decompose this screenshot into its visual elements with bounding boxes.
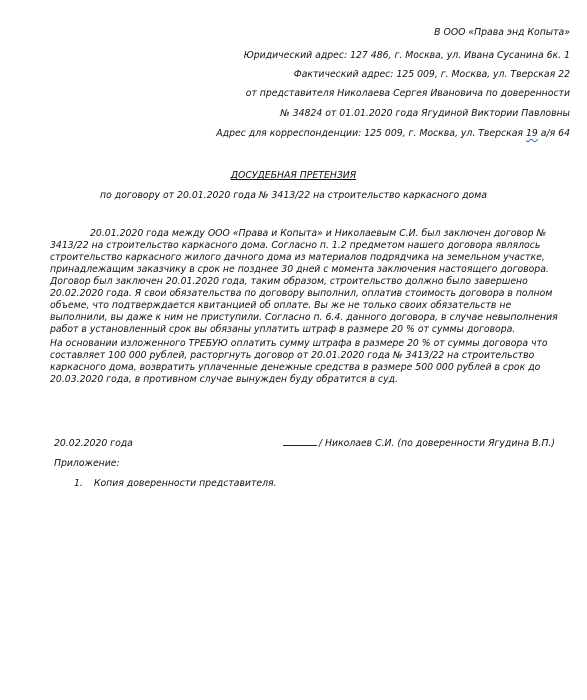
attachment-number: 1. xyxy=(74,478,83,489)
signature-blank xyxy=(283,436,317,446)
attachment-text: Копия доверенности представителя. xyxy=(93,478,277,489)
correspondence-house: 19 xyxy=(525,128,538,139)
correspondence-prefix: Адрес для корреспонденции: 125 009, г. Москва, ул. Тверская xyxy=(216,128,526,139)
sender-line: от представителя Николаева Сергея Ивановича по доверенности xyxy=(245,88,570,99)
document-title xyxy=(0,170,587,182)
document-subtitle: по договору от 20.01.2020 года № 3413/22 на строительство каркасного дома xyxy=(100,190,487,201)
attachments-label: Приложение: xyxy=(54,458,120,469)
signature-date: 20.02.2020 года xyxy=(54,438,133,449)
attachment-item xyxy=(74,478,277,490)
correspondence-suffix: а/я 64 xyxy=(537,128,570,139)
recipient-line: В ООО «Права энд Копыта» xyxy=(434,27,570,38)
correspondence-address xyxy=(216,128,570,140)
legal-address: Юридический адрес: 127 486, г. Москва, ул. Ивана Сусанина 6к. 1 xyxy=(243,50,570,61)
document-title-text: ДОСУДЕБНАЯ ПРЕТЕНЗИЯ xyxy=(230,170,357,181)
signature-signer: / Николаев С.И. (по доверенности Ягудина В.П.) xyxy=(318,438,556,449)
power-of-attorney-line: № 34824 от 01.01.2020 года Ягудиной Виктории Павловны xyxy=(280,108,570,119)
claim-paragraph-2: На основании изложенного ТРЕБУЮ оплатить сумму штрафа в размере 20 % от суммы договора что составляет 100 000 рублей, расторгнуть договор от 20.01.2020 года № 3413/22 на строительство каркасного дома, возвратить уплаченные денежные средства в размере 500 000 рублей в срок до 20.03.2020 года, в противном случае вынужден буду обратится в суд. xyxy=(50,338,548,385)
actual-address: Фактический адрес: 125 009, г. Москва, ул. Тверская 22 xyxy=(293,69,570,80)
claim-paragraph-1: 20.01.2020 года между ООО «Права и Копыта» и Николаевым С.И. был заключен договор № 3413/22 на строительство каркасного дома. Согласно п. 1.2 предметом нашего договора являлось строительство каркасного жилого дачного дома из материалов подрядчика на земельном участке, принадлежащим заказчику в срок не позднее 30 дней с момента заключения настоящего договора. Договор был заключен 20.01.2020 года, таким образом, строительство должно было завершено 20.02.2020 года. Я свои обязательства по договору выполнил, оплатив стоимость договора в полном объеме, что подтверждается квитанцией об оплате. Вы же не только своих обязательств не выполнили, вы даже к ним не приступили. Согласно п. 6.4. данного договора, в случае невыполнения работ в установленный срок вы обязаны уплатить штраф в размере 20 % от суммы договора. xyxy=(50,228,558,335)
signature-line xyxy=(54,436,555,450)
